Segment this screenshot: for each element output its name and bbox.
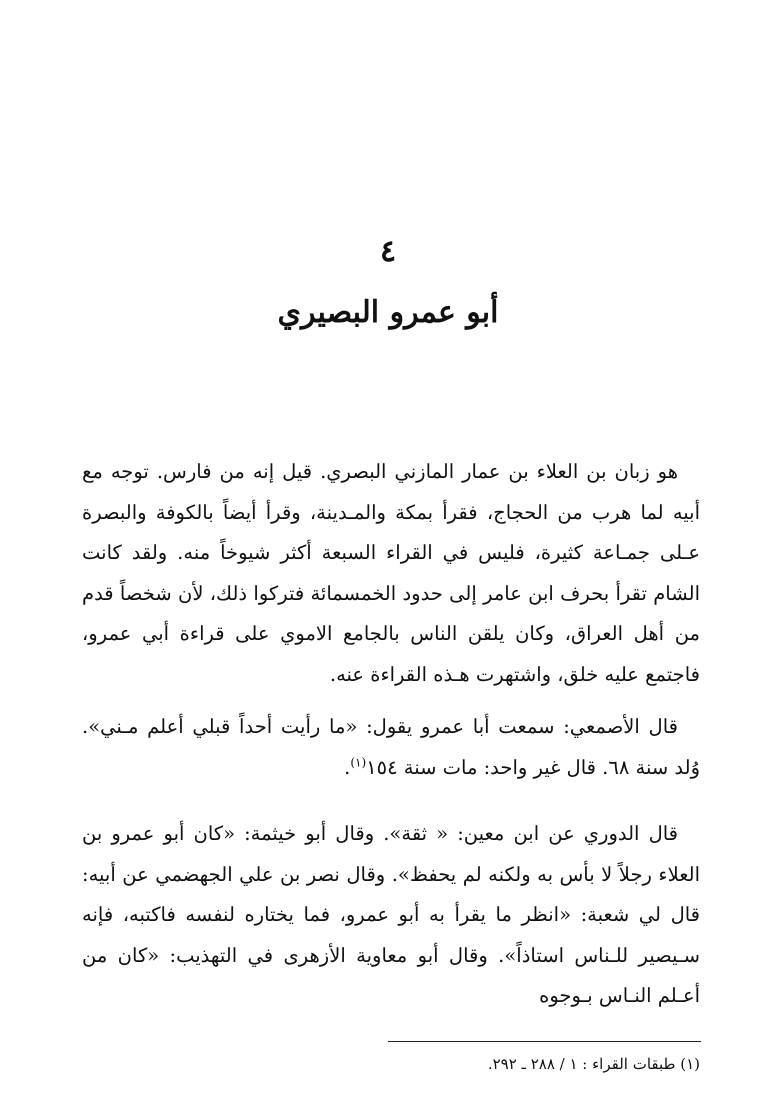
body-text [82,452,700,1017]
paragraph-biography: هو زبان بن العلاء بن عمار المازني البصري. قيل إنه من فارس. توجه مع أبيه لما هرب من الحجاج، فقرأ بمكة والمـدينة، وقرأ أيضاً بالكوفة والبصرة عـلى جمـاعة كثيرة، فليس في القراء السبعة أكثر شيوخاً منه. ولقد كانت الشام تقرأ بحرف ابن عامر إلى حدود الخمسمائة فتركوا ذلك، لأن شخصاً قدم من أهل العراق، وكان يلقن الناس بالجامع الاموي على قراءة أبي عمرو، فاجتمع عليه خلق، واشتهرت هـذه القراءة عنه. [82,460,700,686]
paragraph-asmai-quote [82,707,700,788]
paragraph-narrator-opinions: قال الدوري عن ابن معين: « ثقة». وقال أبو خيثمة: «كان أبو عمرو بن العلاء رجلاً لا بأس به ولكنه لم يحفظ». وقال نصر بن علي الجهضمي عن أبيه: قال لي شعبة: «انظر ما يقرأ به أبو عمرو، فما يختاره لنفسه فاكتبه، فإنه سـيصير للـناس استاذاً». وقال أبو معاوية الأزهرى في التهذيب: «كان من أعـلم النـاس بـوجوه [82,822,700,1007]
paragraph-end-mark: . [344,755,351,779]
chapter-number: ٤ [379,234,397,269]
chapter-title: أبو عمرو البصيري [277,295,499,330]
footnote-divider [388,1041,701,1042]
footnote-reference[interactable]: (١) [350,755,367,769]
paragraph-asmai-text: قال الأصمعي: سمعت أبا عمرو يقول: «ما رأيت أحداً قبلي أعلم مـني». وُلد سنة ٦٨. قال غير واحد: مات سنة ١٥٤ [82,715,700,779]
footnote: (١) طبقات القراء : ١ / ٢٨٨ ـ ٢٩٢. [487,1055,700,1073]
